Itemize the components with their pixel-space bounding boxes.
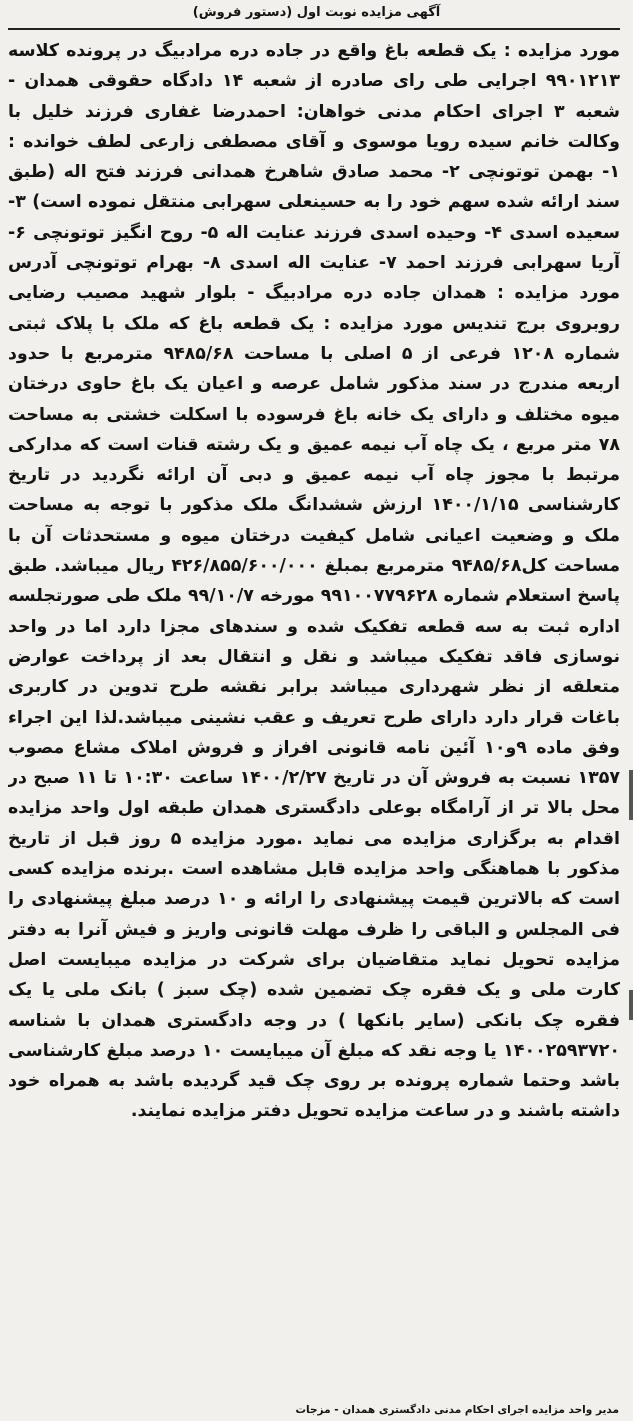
page-edge-mark bbox=[629, 990, 633, 1020]
notice-signature: مدیر واحد مزایده اجرای احکام مدنی دادگستری همدان - مزجات bbox=[295, 1404, 619, 1416]
notice-body bbox=[8, 36, 620, 1386]
page-edge-mark bbox=[629, 770, 633, 820]
notice-title: آگهی مزایده نوبت اول (دستور فروش) bbox=[192, 5, 441, 20]
title-divider bbox=[8, 28, 620, 30]
notice-body-paragraph: مورد مزایده : یک قطعه باغ واقع در جاده دره مرادبیگ در پرونده کلاسه ۹۹۰۱۲۱۳ اجرایی طی رای صادره از شعبه ۱۴ دادگاه حقوقی همدان - شعبه ۳ اجرای احکام مدنی خواهان: احمدرضا غفاری فرزند خلیل با وکالت خانم سیده رویا موسوی و آقای مصطفی زارعی لطف خوانده : ۱- بهمن توتونچی ۲- محمد صادق شاهرخ همدانی فرزند فتح اله (طبق سند ارائه شده سهم خود را به حسینعلی سهرابی منتقل نموده است) ۳- سعیده اسدی ۴- وحیده اسدی فرزند عنایت اله ۵- روح انگیز توتونچی ۶- آریا سهرابی فرزند احمد ۷- عنایت اله اسدی ۸- بهرام توتونچی آدرس مورد مزایده : همدان جاده دره مرادبیگ - بلوار شهید مصیب رضایی روبروی برج تندیس مورد مزایده : یک قطعه باغ که ملک با پلاک ثبتی شماره ۱۲۰۸ فرعی از ۵ اصلی با مساحت ۹۴۸۵/۶۸ مترمربع با حدود اربعه مندرج در سند مذکور شامل عرصه و اعیان یک باغ حاوی درختان میوه مختلف و دارای یک خانه باغ فرسوده با اسکلت خشتی به مساحت ۷۸ متر مربع ، یک چاه آب نیمه عمیق و یک رشته قنات است که مدارکی مرتبط با مجوز چاه آب نیمه عمیق و دبی آن ارائه نگردید در تاریخ کارشناسی ۱۴۰۰/۱/۱۵ ارزش ششدانگ ملک مذکور با توجه به مساحت ملک و وضعیت اعیانی شامل کیفیت درختان میوه و مستحدثات آن با مساحت کل۹۴۸۵/۶۸ مترمربع بمبلغ ۴۲۶/۸۵۵/۶۰۰/۰۰۰ ریال میباشد. طبق پاسخ استعلام شماره ۹۹۱۰۰۷۷۹۶۲۸ مورخه ۹۹/۱۰/۷ ملک طی صورتجلسه اداره ثبت به سه قطعه تفکیک شده و سندهای مجزا دارد اما در واحد نوسازی فاقد تفکیک میباشد و نقل و انتقال بعد از پرداخت عوارض متعلقه از نظر شهرداری میباشد برابر نقشه طرح تدوین در کاربری باغات قرار دارد دارای طرح تعریف و عقب نشینی میباشد.لذا این اجراء وفق ماده ۹و۱۰ آئین نامه قانونی افراز و فروش املاک مشاع مصوب ۱۳۵۷ نسبت به فروش آن در تاریخ ۱۴۰۰/۲/۲۷ ساعت ۱۰:۳۰ تا ۱۱ صبح در محل بالا تر از آرامگاه بوعلی دادگستری همدان طبقه اول واحد مزایده اقدام به برگزاری مزایده می نماید .مورد مزایده ۵ روز قبل از تاریخ مذکور با هماهنگی واحد مزایده قابل مشاهده است .برنده مزایده کسی است که بالاترین قیمت پیشنهادی را ارائه و ۱۰ درصد مبلغ پیشنهادی را فی المجلس و الباقی را ظرف مهلت قانونی واریز و فیش آنرا به دفتر مزایده تحویل نماید متقاضیان برای شرکت در مزایده میبایست اصل کارت ملی و یک فقره چک تضمین شده (چک سبز ) بانک ملی یا یک فقره چک بانکی (سایر بانکها ) در وجه دادگستری همدان با شناسه ۱۴۰۰۲۵۹۳۷۲۰ یا وجه نقد که مبلغ آن میبایست ۱۰ درصد مبلغ کارشناسی باشد وحتما شماره پرونده بر روی چک قید گردیده باشد به همراه خود داشته باشند و در ساعت مزایده تحویل دفتر مزایده نمایند. bbox=[8, 41, 620, 1122]
